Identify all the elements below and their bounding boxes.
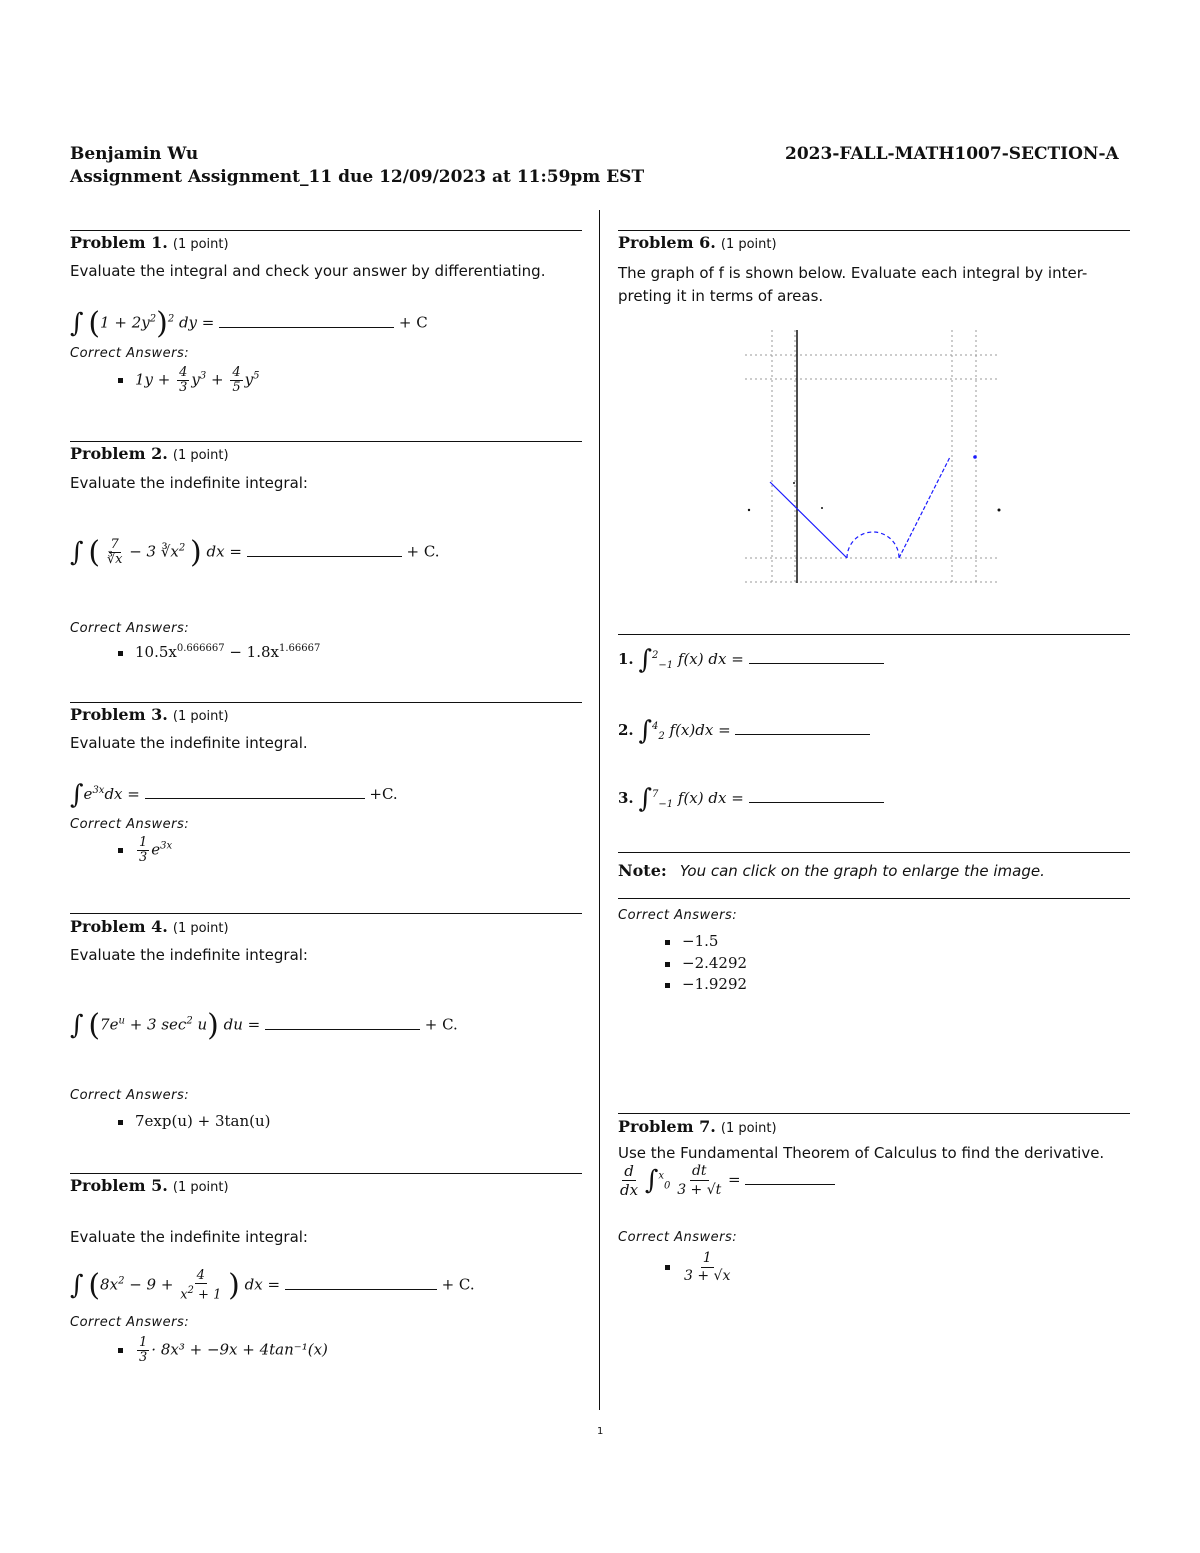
problem-5-equation: ∫ ($8x^2 - 9$ + $\frac{4}{x^2 + 1}$ ) dx = + C. <box>70 1267 475 1303</box>
problem-5-prompt: Evaluate the indefinite integral: <box>70 1228 308 1246</box>
answer-blank[interactable] <box>749 649 884 664</box>
answer-blank[interactable] <box>749 788 884 803</box>
problem-divider <box>70 230 582 231</box>
correct-answers-label: Correct Answers: <box>70 346 190 361</box>
correct-answers-label: Correct Answers: <box>70 1315 190 1330</box>
answer-blank[interactable] <box>735 720 870 735</box>
problem-6-answer-2: −2.4292 <box>665 954 747 972</box>
problem-divider <box>618 634 1130 635</box>
correct-answers-label: Correct Answers: <box>70 817 190 832</box>
assignment-line: Assignment Assignment_11 due 12/09/2023 at 11:59pm EST <box>70 167 645 187</box>
correct-answers-label: Correct Answers: <box>70 1088 190 1103</box>
problem-divider <box>70 913 582 914</box>
problem-divider <box>618 852 1130 853</box>
problem-6-title: Problem 6. (1 point) <box>618 233 777 252</box>
problem-7-equation: $\frac{d}{dx}$ ∫$^x_0$ $\frac{dt}{3 + √t}$ = <box>618 1162 835 1199</box>
problem-4-title: Problem 4. (1 point) <box>70 917 229 936</box>
problem-5-answer: $\frac{1}{3}$ · 8x³ + −9x + 4tan⁻¹(x) <box>118 1336 328 1365</box>
problem-2-equation: ∫ ( $\frac{7}{∛x}$ − 3 $∛x^2$ ) dx = + C. <box>70 535 440 570</box>
answer-blank[interactable] <box>265 1015 420 1030</box>
problem-divider <box>70 702 582 703</box>
problem-1-title: Problem 1. (1 point) <box>70 233 229 252</box>
problem-2-title: Problem 2. (1 point) <box>70 444 229 463</box>
problem-4-prompt: Evaluate the indefinite integral: <box>70 946 308 964</box>
problem-3-prompt: Evaluate the indefinite integral. <box>70 734 308 752</box>
problem-divider <box>618 230 1130 231</box>
correct-answers-label: Correct Answers: <box>618 908 738 923</box>
problem-6-answer-3: −1.9292 <box>665 975 747 993</box>
function-graph[interactable] <box>740 325 1005 590</box>
problem-7-title: Problem 7. (1 point) <box>618 1117 777 1136</box>
course-code: 2023-FALL-MATH1007-SECTION-A <box>785 144 1119 164</box>
page-number: 1 <box>597 1426 604 1437</box>
answer-blank[interactable] <box>285 1275 437 1290</box>
problem-divider <box>70 441 582 442</box>
problem-divider <box>70 1173 582 1174</box>
correct-answers-label: Correct Answers: <box>618 1230 738 1245</box>
problem-6-part-2: 2. ∫$^4_2$ f(x)dx = <box>618 716 870 746</box>
answer-blank[interactable] <box>745 1170 835 1185</box>
problem-6-part-3: 3. ∫$^7_{-1}$ f(x) dx = <box>618 784 884 814</box>
problem-2-answer: $10.5x^{0.666667} - 1.8x^{1.66667}$ <box>118 643 320 661</box>
problem-7-prompt: Use the Fundamental Theorem of Calculus to find the derivative. <box>618 1144 1105 1162</box>
column-divider <box>599 210 600 1410</box>
answer-blank[interactable] <box>219 313 394 328</box>
problem-6-prompt: The graph of f is shown below. Evaluate each integral by inter-preting it in terms of areas. <box>618 264 1088 305</box>
problem-3-equation: $\int e^{3x}dx = +C$. <box>70 780 398 810</box>
correct-answers-label: Correct Answers: <box>70 621 190 636</box>
problem-4-answer: 7exp(u) + 3tan(u) <box>118 1112 271 1130</box>
student-name: Benjamin Wu <box>70 144 199 164</box>
problem-1-prompt: Evaluate the integral and check your answer by differentiating. <box>70 262 546 280</box>
problem-1-answer: 1y + $\frac{4}{3}$ $y^3$ + $\frac{4}{5}$ $y^5$ <box>118 366 260 395</box>
problem-divider <box>618 1113 1130 1114</box>
problem-divider <box>618 898 1130 899</box>
problem-6-note: Note: You can click on the graph to enlarge the image. <box>618 861 1045 880</box>
problem-2-prompt: Evaluate the indefinite integral: <box>70 474 308 492</box>
problem-3-title: Problem 3. (1 point) <box>70 705 229 724</box>
answer-blank[interactable] <box>247 542 402 557</box>
problem-3-answer: $\frac{1}{3}$ $e^{3x}$ <box>118 836 172 865</box>
problem-5-title: Problem 5. (1 point) <box>70 1176 229 1195</box>
answer-blank[interactable] <box>145 784 365 799</box>
problem-4-equation: ∫ ($7e^u + 3$ $\sec^2 u$) du = + C. <box>70 1008 458 1043</box>
problem-7-answer: $\frac{1}{3 + √x}$ <box>665 1250 732 1285</box>
problem-6-part-1: 1. ∫$^2_{-1}$ f(x) dx = <box>618 645 884 675</box>
problem-6-answer-1: −1.5 <box>665 932 718 950</box>
problem-1-equation: ∫ $(1 + 2y^2)^2$ dy = + C <box>70 306 428 341</box>
